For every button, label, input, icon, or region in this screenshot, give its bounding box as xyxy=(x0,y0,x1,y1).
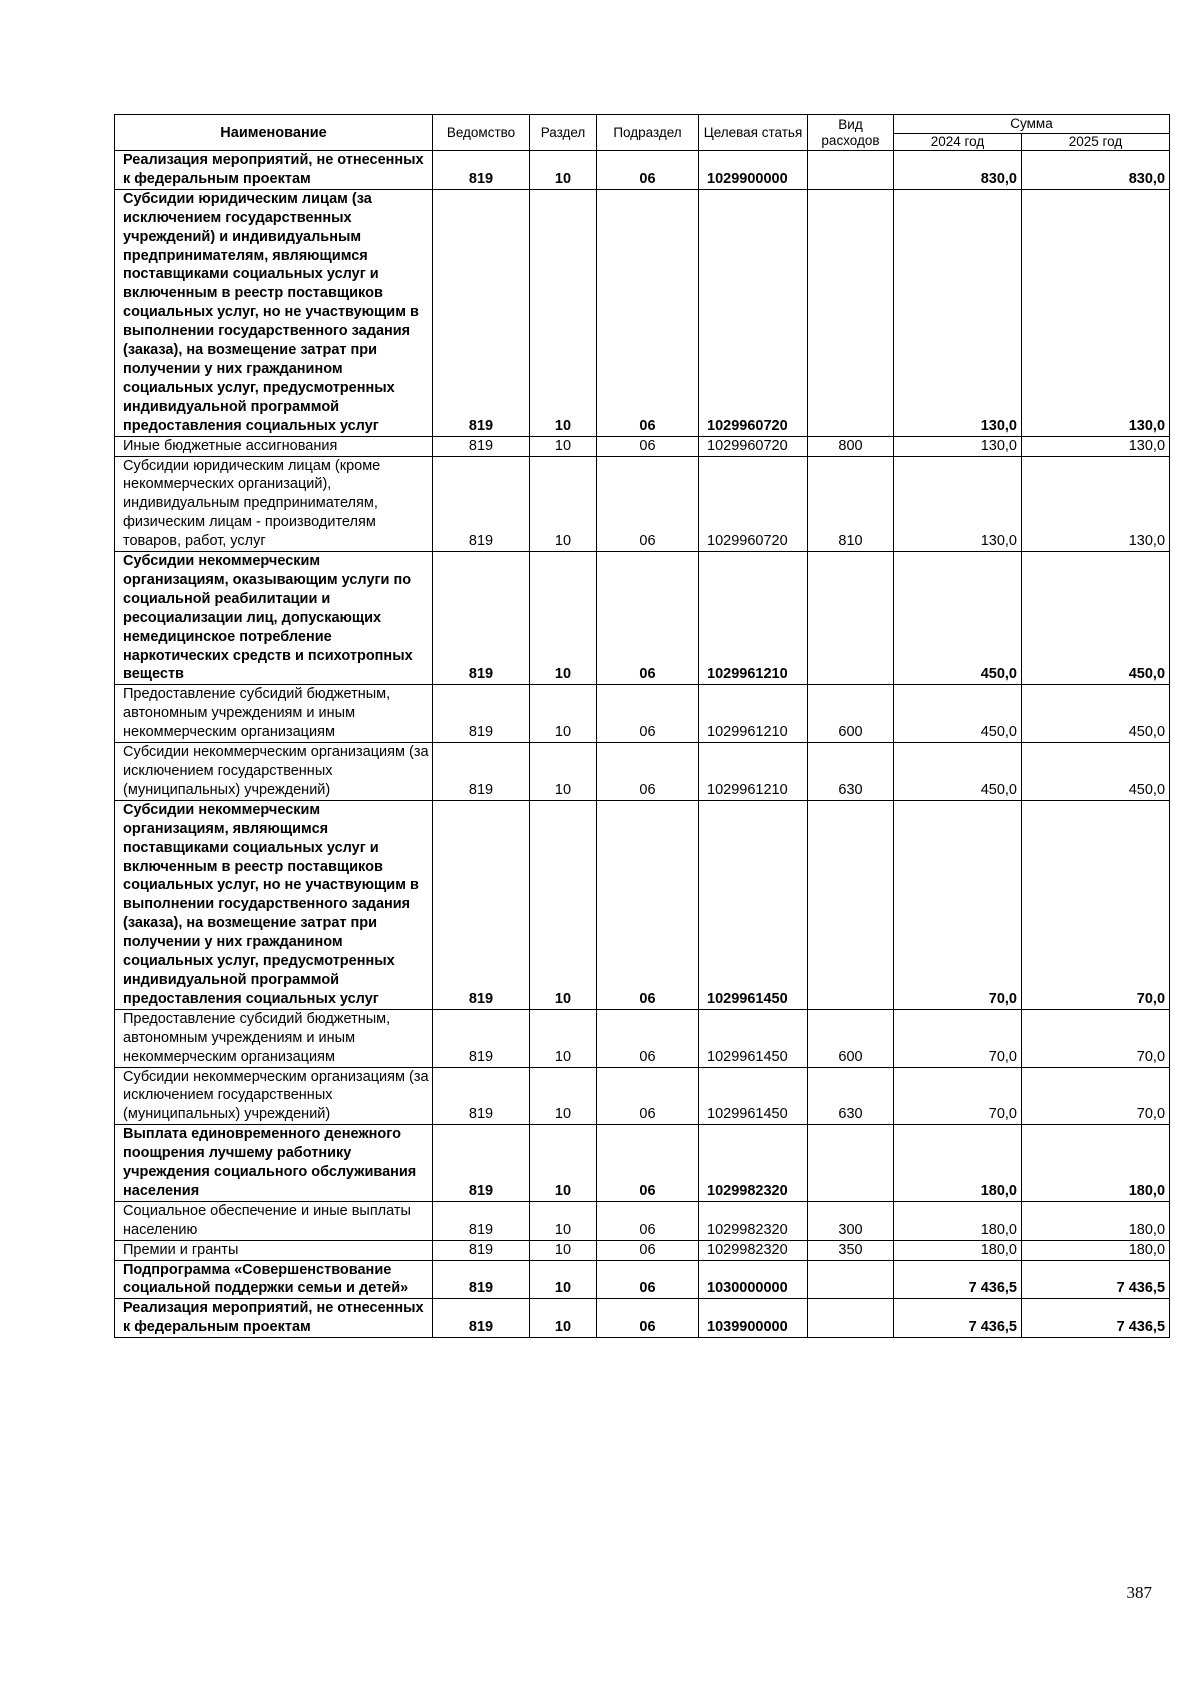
cell-subsection: 06 xyxy=(597,1009,699,1067)
table-row xyxy=(115,436,1170,456)
header-section: Раздел xyxy=(530,115,597,151)
cell-sum-2025: 130,0 xyxy=(1022,189,1170,436)
cell-name: Субсидии некоммерческим организациям (за исключением государственных (муниципальных) учреждений) xyxy=(115,743,433,801)
cell-target-article: 1029960720 xyxy=(699,456,808,552)
cell-expense-type xyxy=(808,1260,894,1299)
cell-name: Подпрограмма «Совершенствование социальной поддержки семьи и детей» xyxy=(115,1260,433,1299)
cell-sum-2025: 70,0 xyxy=(1022,1009,1170,1067)
cell-sum-2025: 130,0 xyxy=(1022,436,1170,456)
cell-department: 819 xyxy=(433,436,530,456)
header-sum: Сумма xyxy=(894,115,1170,134)
cell-sum-2024: 70,0 xyxy=(894,1067,1022,1125)
cell-section: 10 xyxy=(530,1299,597,1338)
cell-sum-2025: 450,0 xyxy=(1022,743,1170,801)
cell-name: Субсидии некоммерческим организациям, являющимся поставщиками социальных услуг и включенным в реестр поставщиков социальных услуг, но не участвующим в выполнении государственного задания (заказа), на возмещение затрат при получении у них гражданином социальных услуг, предусмотренных индивидуальной программой предоставления социальных услуг xyxy=(115,800,433,1009)
cell-department: 819 xyxy=(433,800,530,1009)
cell-section: 10 xyxy=(530,456,597,552)
cell-sum-2025: 180,0 xyxy=(1022,1125,1170,1202)
cell-department: 819 xyxy=(433,743,530,801)
cell-section: 10 xyxy=(530,743,597,801)
cell-name: Выплата единовременного денежного поощрения лучшему работнику учреждения социального обслуживания населения xyxy=(115,1125,433,1202)
header-year-2024: 2024 год xyxy=(894,134,1022,151)
cell-sum-2024: 7 436,5 xyxy=(894,1299,1022,1338)
table-row xyxy=(115,1125,1170,1202)
cell-target-article: 1029961210 xyxy=(699,552,808,685)
cell-section: 10 xyxy=(530,151,597,190)
cell-expense-type: 800 xyxy=(808,436,894,456)
cell-sum-2024: 130,0 xyxy=(894,189,1022,436)
cell-sum-2025: 450,0 xyxy=(1022,685,1170,743)
cell-subsection: 06 xyxy=(597,685,699,743)
table-row xyxy=(115,685,1170,743)
cell-section: 10 xyxy=(530,1260,597,1299)
header-target-article: Целевая статья xyxy=(699,115,808,151)
header-expense-type: Вид расходов xyxy=(808,115,894,151)
cell-section: 10 xyxy=(530,1125,597,1202)
cell-department: 819 xyxy=(433,1260,530,1299)
table-row xyxy=(115,552,1170,685)
cell-name: Субсидии юридическим лицам (кроме некоммерческих организаций), индивидуальным предпринимателям, физическим лицам - производителям товаров, работ, услуг xyxy=(115,456,433,552)
cell-expense-type: 630 xyxy=(808,743,894,801)
cell-target-article: 1029960720 xyxy=(699,436,808,456)
cell-sum-2024: 130,0 xyxy=(894,436,1022,456)
cell-sum-2025: 7 436,5 xyxy=(1022,1299,1170,1338)
cell-target-article: 1029961210 xyxy=(699,685,808,743)
cell-expense-type xyxy=(808,1125,894,1202)
cell-sum-2024: 180,0 xyxy=(894,1201,1022,1240)
cell-subsection: 06 xyxy=(597,1201,699,1240)
header-subsection: Подраздел xyxy=(597,115,699,151)
cell-expense-type xyxy=(808,552,894,685)
cell-section: 10 xyxy=(530,685,597,743)
cell-expense-type: 600 xyxy=(808,685,894,743)
cell-department: 819 xyxy=(433,1067,530,1125)
cell-section: 10 xyxy=(530,1009,597,1067)
cell-name: Предоставление субсидий бюджетным, автономным учреждениям и иным некоммерческим организациям xyxy=(115,685,433,743)
cell-name: Реализация мероприятий, не отнесенных к федеральным проектам xyxy=(115,151,433,190)
cell-department: 819 xyxy=(433,1125,530,1202)
cell-expense-type: 810 xyxy=(808,456,894,552)
table-row xyxy=(115,1067,1170,1125)
cell-subsection: 06 xyxy=(597,743,699,801)
cell-department: 819 xyxy=(433,1009,530,1067)
cell-subsection: 06 xyxy=(597,1260,699,1299)
table-row xyxy=(115,189,1170,436)
cell-section: 10 xyxy=(530,1240,597,1260)
cell-expense-type: 600 xyxy=(808,1009,894,1067)
table-row xyxy=(115,743,1170,801)
cell-expense-type xyxy=(808,800,894,1009)
cell-sum-2025: 70,0 xyxy=(1022,1067,1170,1125)
header-department: Ведомство xyxy=(433,115,530,151)
cell-name: Субсидии некоммерческим организациям (за исключением государственных (муниципальных) учреждений) xyxy=(115,1067,433,1125)
cell-target-article: 1029982320 xyxy=(699,1125,808,1202)
cell-name: Премии и гранты xyxy=(115,1240,433,1260)
cell-name: Реализация мероприятий, не отнесенных к федеральным проектам xyxy=(115,1299,433,1338)
cell-sum-2024: 450,0 xyxy=(894,552,1022,685)
table-row xyxy=(115,151,1170,190)
cell-target-article: 1029961450 xyxy=(699,1009,808,1067)
cell-target-article: 1029982320 xyxy=(699,1201,808,1240)
cell-expense-type xyxy=(808,189,894,436)
cell-sum-2025: 180,0 xyxy=(1022,1201,1170,1240)
budget-table xyxy=(114,114,1170,1338)
cell-name: Иные бюджетные ассигнования xyxy=(115,436,433,456)
table-row xyxy=(115,800,1170,1009)
header-name: Наименование xyxy=(115,115,433,151)
table-row xyxy=(115,1009,1170,1067)
cell-sum-2025: 7 436,5 xyxy=(1022,1260,1170,1299)
cell-name: Предоставление субсидий бюджетным, автономным учреждениям и иным некоммерческим организациям xyxy=(115,1009,433,1067)
cell-department: 819 xyxy=(433,552,530,685)
cell-sum-2024: 180,0 xyxy=(894,1240,1022,1260)
page-number: 387 xyxy=(1126,1583,1152,1602)
table-body xyxy=(115,151,1170,1338)
cell-subsection: 06 xyxy=(597,1125,699,1202)
cell-department: 819 xyxy=(433,1240,530,1260)
table-row xyxy=(115,1299,1170,1338)
cell-sum-2024: 70,0 xyxy=(894,1009,1022,1067)
table-row xyxy=(115,1260,1170,1299)
cell-sum-2025: 180,0 xyxy=(1022,1240,1170,1260)
cell-subsection: 06 xyxy=(597,800,699,1009)
cell-section: 10 xyxy=(530,189,597,436)
cell-target-article: 1039900000 xyxy=(699,1299,808,1338)
cell-sum-2024: 130,0 xyxy=(894,456,1022,552)
cell-department: 819 xyxy=(433,151,530,190)
cell-department: 819 xyxy=(433,1201,530,1240)
cell-sum-2025: 450,0 xyxy=(1022,552,1170,685)
cell-sum-2024: 450,0 xyxy=(894,743,1022,801)
cell-sum-2024: 7 436,5 xyxy=(894,1260,1022,1299)
cell-sum-2025: 830,0 xyxy=(1022,151,1170,190)
cell-section: 10 xyxy=(530,800,597,1009)
cell-sum-2024: 450,0 xyxy=(894,685,1022,743)
cell-subsection: 06 xyxy=(597,456,699,552)
cell-section: 10 xyxy=(530,552,597,685)
cell-target-article: 1029961450 xyxy=(699,800,808,1009)
cell-subsection: 06 xyxy=(597,1067,699,1125)
table-row xyxy=(115,456,1170,552)
cell-expense-type xyxy=(808,151,894,190)
cell-target-article: 1029900000 xyxy=(699,151,808,190)
cell-target-article: 1029961210 xyxy=(699,743,808,801)
cell-section: 10 xyxy=(530,436,597,456)
cell-expense-type: 630 xyxy=(808,1067,894,1125)
table-row xyxy=(115,1240,1170,1260)
cell-target-article: 1029982320 xyxy=(699,1240,808,1260)
cell-section: 10 xyxy=(530,1067,597,1125)
cell-target-article: 1029960720 xyxy=(699,189,808,436)
cell-section: 10 xyxy=(530,1201,597,1240)
cell-subsection: 06 xyxy=(597,1299,699,1338)
cell-name: Субсидии некоммерческим организациям, оказывающим услуги по социальной реабилитации и ресоциализации лиц, допускающих немедицинское потребление наркотических средств и психотропных веществ xyxy=(115,552,433,685)
cell-subsection: 06 xyxy=(597,552,699,685)
cell-sum-2025: 70,0 xyxy=(1022,800,1170,1009)
cell-name: Субсидии юридическим лицам (за исключением государственных учреждений) и индивидуальным предпринимателям, являющимся поставщиками социальных услуг и включенным в реестр поставщиков социальных услуг, но не участвующим в выполнении государственного задания (заказа), на возмещение затрат при получении у них гражданином социальных услуг, предусмотренных индивидуальной программой предоставления социальных услуг xyxy=(115,189,433,436)
cell-sum-2024: 830,0 xyxy=(894,151,1022,190)
cell-subsection: 06 xyxy=(597,151,699,190)
table-header xyxy=(115,115,1170,151)
cell-target-article: 1030000000 xyxy=(699,1260,808,1299)
cell-subsection: 06 xyxy=(597,1240,699,1260)
cell-subsection: 06 xyxy=(597,189,699,436)
cell-department: 819 xyxy=(433,1299,530,1338)
cell-expense-type: 350 xyxy=(808,1240,894,1260)
cell-sum-2025: 130,0 xyxy=(1022,456,1170,552)
cell-department: 819 xyxy=(433,685,530,743)
cell-sum-2024: 180,0 xyxy=(894,1125,1022,1202)
cell-subsection: 06 xyxy=(597,436,699,456)
cell-department: 819 xyxy=(433,189,530,436)
cell-department: 819 xyxy=(433,456,530,552)
cell-expense-type xyxy=(808,1299,894,1338)
cell-target-article: 1029961450 xyxy=(699,1067,808,1125)
cell-sum-2024: 70,0 xyxy=(894,800,1022,1009)
header-year-2025: 2025 год xyxy=(1022,134,1170,151)
cell-expense-type: 300 xyxy=(808,1201,894,1240)
table-row xyxy=(115,1201,1170,1240)
cell-name: Социальное обеспечение и иные выплаты населению xyxy=(115,1201,433,1240)
